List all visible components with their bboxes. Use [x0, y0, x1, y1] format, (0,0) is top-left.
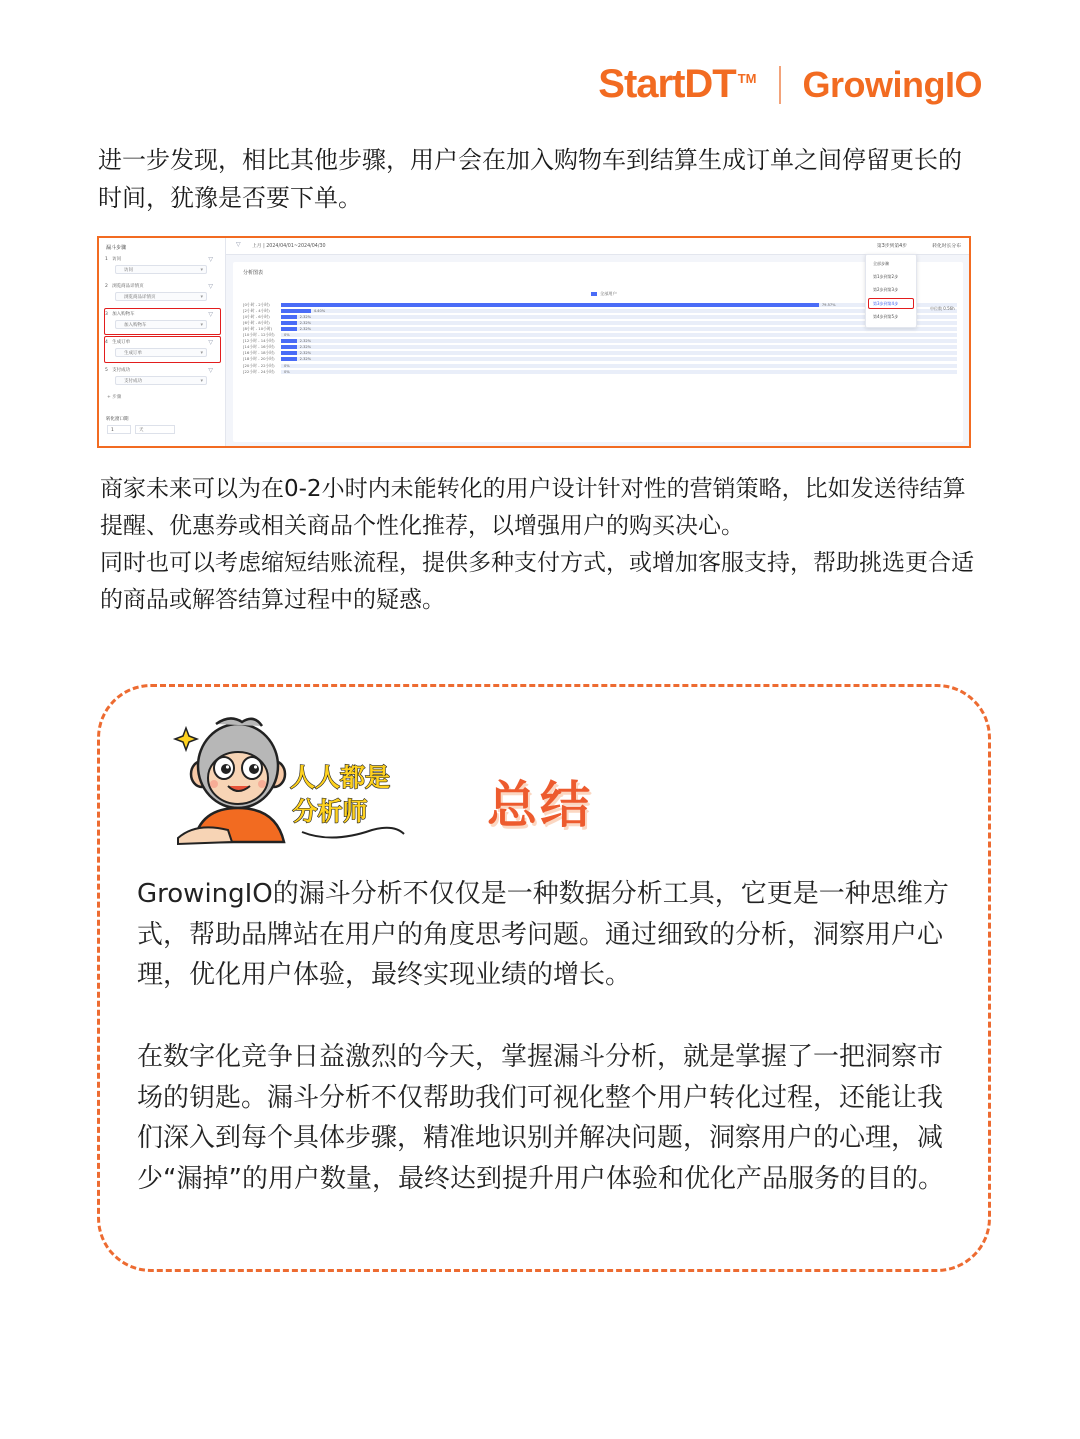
summary-title: 总结 [487, 776, 593, 834]
panel-title: 漏斗步骤 [106, 245, 127, 251]
tick-label: [16小时 - 18小时) [243, 350, 275, 356]
data-label: 0% [284, 363, 290, 368]
data-label: 0% [284, 333, 290, 338]
menu-item-selected[interactable]: 第3步到第4步 [873, 301, 899, 306]
event-select[interactable]: 浏览商品详情页 ▾ [115, 292, 207, 301]
filter-icon[interactable]: ▽ [208, 367, 213, 374]
bar-track [281, 357, 957, 361]
median-value: 中位数 0.56h [930, 306, 955, 311]
svg-text:人人都是: 人人都是 [289, 763, 391, 792]
tick-label: [14小时 - 16小时) [243, 344, 275, 350]
summary-paragraph-1: GrowingIO的漏斗分析不仅仅是一种数据分析工具，它更是一种思维方式，帮助品牌站在用户的角度思考问题。通过细致的分析，洞察用户心理，优化用户体验，最终实现业绩的增长。 [137, 879, 949, 990]
data-label: 0% [284, 369, 290, 374]
brand-logos [598, 62, 982, 107]
event-select[interactable]: 加入购物车 ▾ [115, 320, 207, 329]
chart-title: 分析图表 [243, 270, 264, 276]
bar-track [281, 315, 957, 319]
chart-legend[interactable]: 全部用户 [591, 291, 617, 297]
bar-track [281, 370, 957, 374]
funnel-steps-panel [99, 238, 226, 446]
bar[interactable] [281, 351, 297, 355]
tick-label: [18小时 - 20小时) [243, 356, 275, 362]
step-range-menu [865, 254, 917, 328]
filter-icon[interactable]: ▽ [208, 256, 213, 263]
funnel-step[interactable]: 3 加入购物车 ▽ 加入购物车 ▾ [105, 311, 217, 329]
menu-item[interactable]: 全部步骤 [873, 261, 889, 266]
intro-paragraph: 进一步发现，相比其他步骤，用户会在加入购物车到结算生成订单之间停留更长的时间，犹豫是否要下单。 [98, 146, 962, 212]
window-value-input[interactable]: 1 [107, 425, 131, 434]
filter-icon[interactable]: ▽ [236, 241, 241, 248]
data-label: 79.57% [821, 303, 836, 307]
funnel-step[interactable]: 2 浏览商品详情页 ▽ 浏览商品详情页 ▾ [105, 283, 217, 301]
filter-icon[interactable]: ▽ [208, 339, 213, 346]
summary-paragraph-2: 在数字化竞争日益激烈的今天，掌握漏斗分析，就是掌握了一把洞察市场的钥匙。漏斗分析不仅帮助我们可视化整个用户转化过程，还能让我们深入到每个具体步骤，精准地识别并解决问题，洞察用户的心理，减少“漏掉”的用户数量，最终达到提升用户体验和优化产品服务的目的。 [137, 1042, 944, 1194]
growingio-logo: GrowingIO [802, 63, 982, 105]
window-label: 转化窗口期 [106, 417, 129, 422]
chart-row [233, 369, 953, 375]
data-label: 2.32% [299, 321, 312, 326]
data-label: 2.32% [299, 339, 312, 344]
suggestion-line-2: 同时也可以考虑缩短结账流程，提供多种支付方式，或增加客服支持，帮助挑选更合适的商品或解答结算过程中的疑惑。 [100, 550, 974, 613]
menu-item[interactable]: 第2步到第3步 [873, 287, 899, 292]
bar-track [281, 327, 957, 331]
data-label: 2.32% [299, 327, 312, 332]
data-label: 4.40% [313, 309, 326, 314]
legend-swatch [591, 292, 597, 296]
step-range-dropdown[interactable]: 第3步到第4步 [876, 244, 907, 249]
event-select[interactable]: 访问 ▾ [115, 265, 207, 274]
menu-item[interactable]: 第4步到第5步 [873, 314, 899, 319]
funnel-screenshot [97, 236, 971, 448]
bar[interactable] [281, 303, 819, 307]
tick-label: [8小时 - 10小时) [243, 326, 273, 332]
bar[interactable] [281, 321, 297, 325]
data-label: 2.32% [299, 357, 312, 362]
chart-card [233, 262, 963, 442]
tick-label: [6小时 - 8小时) [243, 320, 270, 326]
startdt-logo: StartDT ™ [598, 62, 757, 106]
bar[interactable] [281, 315, 297, 319]
suggestion-paragraph [100, 471, 980, 619]
bar[interactable] [281, 339, 297, 343]
funnel-step[interactable]: 1 访问 ▽ 访问 ▾ [105, 256, 217, 274]
bar[interactable] [281, 309, 311, 313]
bar[interactable] [281, 345, 297, 349]
data-label: 2.32% [299, 345, 312, 350]
analyst-mascot [172, 712, 408, 846]
tick-label: [4小时 - 6小时) [243, 314, 270, 320]
bar-track [281, 339, 957, 343]
toolbar [226, 238, 969, 255]
bar-track [281, 364, 957, 368]
filter-icon[interactable]: ▽ [208, 311, 213, 318]
logo-divider [779, 66, 781, 104]
add-step-button[interactable]: + 步骤 [107, 395, 122, 400]
bar-track [281, 345, 957, 349]
date-range-picker[interactable]: 上月 | 2024/04/01~2024/04/30 [252, 244, 326, 249]
suggestion-line-1: 商家未来可以为在0-2小时内未能转化的用户设计针对性的营销策略，比如发送待结算提醒、优惠券或相关商品个性化推荐，以增强用户的购买决心。 [100, 476, 966, 539]
metric-dropdown[interactable]: 转化时长分布 [932, 244, 961, 249]
tick-label: [12小时 - 14小时) [243, 338, 275, 344]
bar-track [281, 351, 957, 355]
funnel-step[interactable]: 5 支付成功 ▽ 支付成功 ▾ [105, 367, 217, 385]
svg-text:分析师: 分析师 [292, 797, 368, 826]
funnel-step[interactable]: 4 生成订单 ▽ 生成订单 ▾ [105, 339, 217, 357]
tick-label: [0小时 - 2小时) [243, 302, 270, 307]
data-label: 2.32% [299, 351, 312, 356]
data-label: 2.32% [299, 315, 312, 320]
tick-label: [2小时 - 4小时) [243, 308, 270, 314]
bar-track [281, 333, 957, 337]
tick-label: [10小时 - 12小时) [243, 332, 275, 338]
bar-track [281, 309, 957, 313]
bar[interactable] [281, 327, 297, 331]
tick-label: [22小时 - 24小时) [243, 368, 275, 374]
window-unit-select[interactable]: 天 [135, 425, 175, 434]
event-select[interactable]: 支付成功 ▾ [115, 376, 207, 385]
duration-bar-chart [233, 302, 963, 412]
bar[interactable] [281, 357, 297, 361]
menu-item[interactable]: 第1步到第2步 [873, 274, 899, 279]
bar-track [281, 321, 957, 325]
filter-icon[interactable]: ▽ [208, 283, 213, 290]
event-select[interactable]: 生成订单 ▾ [115, 348, 207, 357]
tick-label: [20小时 - 22小时) [243, 362, 275, 368]
